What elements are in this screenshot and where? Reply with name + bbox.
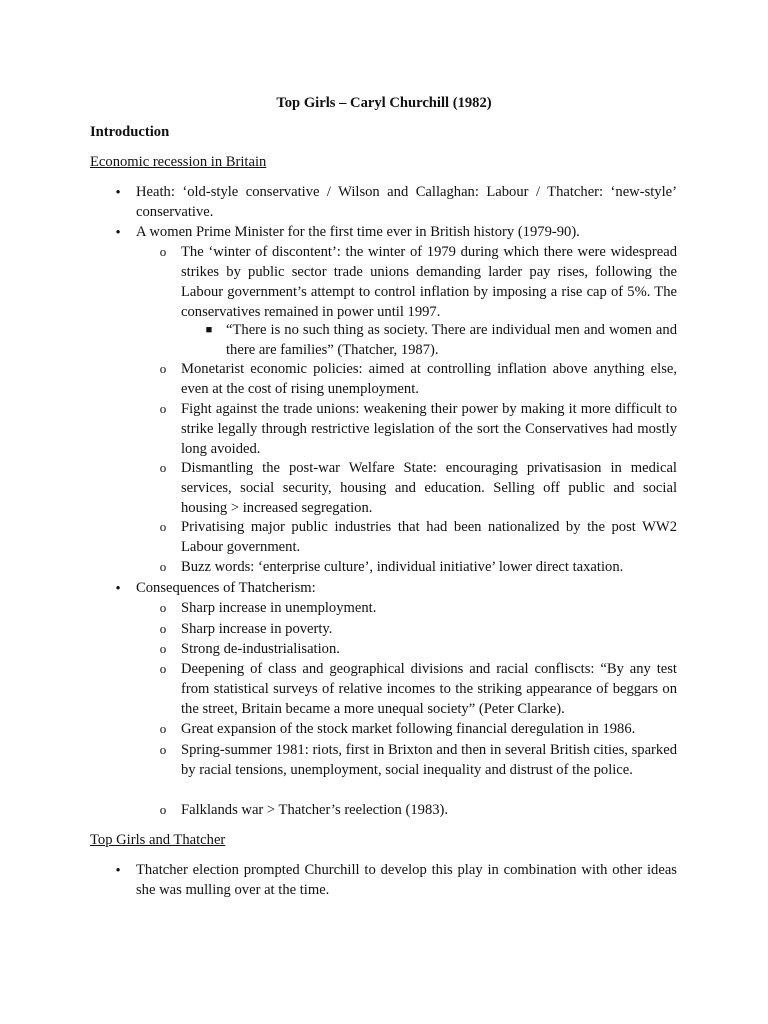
bullet-disc-icon: • — [115, 185, 121, 201]
bullet-circle-icon: o — [159, 641, 167, 656]
bullet-circle-icon: o — [159, 742, 167, 757]
introduction-heading: Introduction — [90, 124, 170, 140]
bullet-square-icon: ■ — [205, 324, 213, 336]
list-item: Consequences of Thatcherism: — [136, 580, 316, 596]
bullet-circle-icon: o — [159, 721, 167, 736]
list-item: Falklands war > Thatcher’s reelection (1983). — [181, 802, 449, 818]
list-item: Deepening of class and geographical divisions and racial confliscts: “By any test from statistical surveys of relative incomes to the striking appearance of beggars on the street, Britain became a more unequal society” (Peter Clarke). — [181, 661, 677, 717]
bullet-disc-icon: • — [115, 581, 121, 597]
list-item: Thatcher election prompted Churchill to develop this play in combination with other ideas she was mulling over at the time. — [136, 862, 677, 898]
list-item: Dismantling the post-war Welfare State: encouraging privatisasion in medical services, social security, housing and education. Selling off public and social housing > increased segregation. — [181, 460, 677, 516]
list-item: Buzz words: ‘enterprise culture’, individual initiative’ lower direct taxation. — [181, 559, 624, 575]
list-item: Fight against the trade unions: weakening their power by making it more difficult to strike legally through restrictive legislation of the sort the Conservatives had mostly long avoided. — [181, 401, 677, 457]
list-item: A women Prime Minister for the first time ever in British history (1979-90). — [136, 224, 580, 240]
bullet-disc-icon: • — [115, 225, 121, 241]
document-title: Top Girls – Caryl Churchill (1982) — [276, 95, 492, 111]
list-item: Strong de-industrialisation. — [181, 641, 340, 657]
bullet-circle-icon: o — [159, 244, 167, 259]
bullet-circle-icon: o — [159, 460, 167, 475]
list-item: “There is no such thing as society. There are individual men and women and there are families” (Thatcher, 1987). — [226, 322, 677, 358]
section-heading: Top Girls and Thatcher — [90, 832, 226, 848]
section-heading: Economic recession in Britain — [90, 154, 267, 170]
bullet-circle-icon: o — [159, 802, 167, 817]
list-item: Privatising major public industries that had been nationalized by the post WW2 Labour government. — [181, 519, 677, 555]
list-item: The ‘winter of discontent’: the winter of 1979 during which there were widespread strikes by public sector trade unions demanding larder pay rises, following the Labour government’s attempt to control inflation by imposing a rise cap of 5%. The conservatives remained in power until 1997. — [181, 244, 677, 320]
list-item: Sharp increase in poverty. — [181, 621, 333, 637]
list-item: Great expansion of the stock market following financial deregulation in 1986. — [181, 721, 636, 737]
bullet-circle-icon: o — [159, 600, 167, 615]
bullet-circle-icon: o — [159, 559, 167, 574]
bullet-circle-icon: o — [159, 401, 167, 416]
list-item: Heath: ‘old-style conservative / Wilson and Callaghan: Labour / Thatcher: ‘new-style’ conservative. — [136, 184, 677, 220]
list-item: Spring-summer 1981: riots, first in Brixton and then in several British cities, sparked by racial tensions, unemployment, social inequality and distrust of the police. — [181, 742, 677, 778]
bullet-circle-icon: o — [159, 661, 167, 676]
list-item: Monetarist economic policies: aimed at controlling inflation above anything else, even at the cost of rising unemployment. — [181, 361, 677, 397]
bullet-circle-icon: o — [159, 519, 167, 534]
list-item: Sharp increase in unemployment. — [181, 600, 377, 616]
bullet-circle-icon: o — [159, 621, 167, 636]
bullet-disc-icon: • — [115, 863, 121, 879]
bullet-circle-icon: o — [159, 361, 167, 376]
